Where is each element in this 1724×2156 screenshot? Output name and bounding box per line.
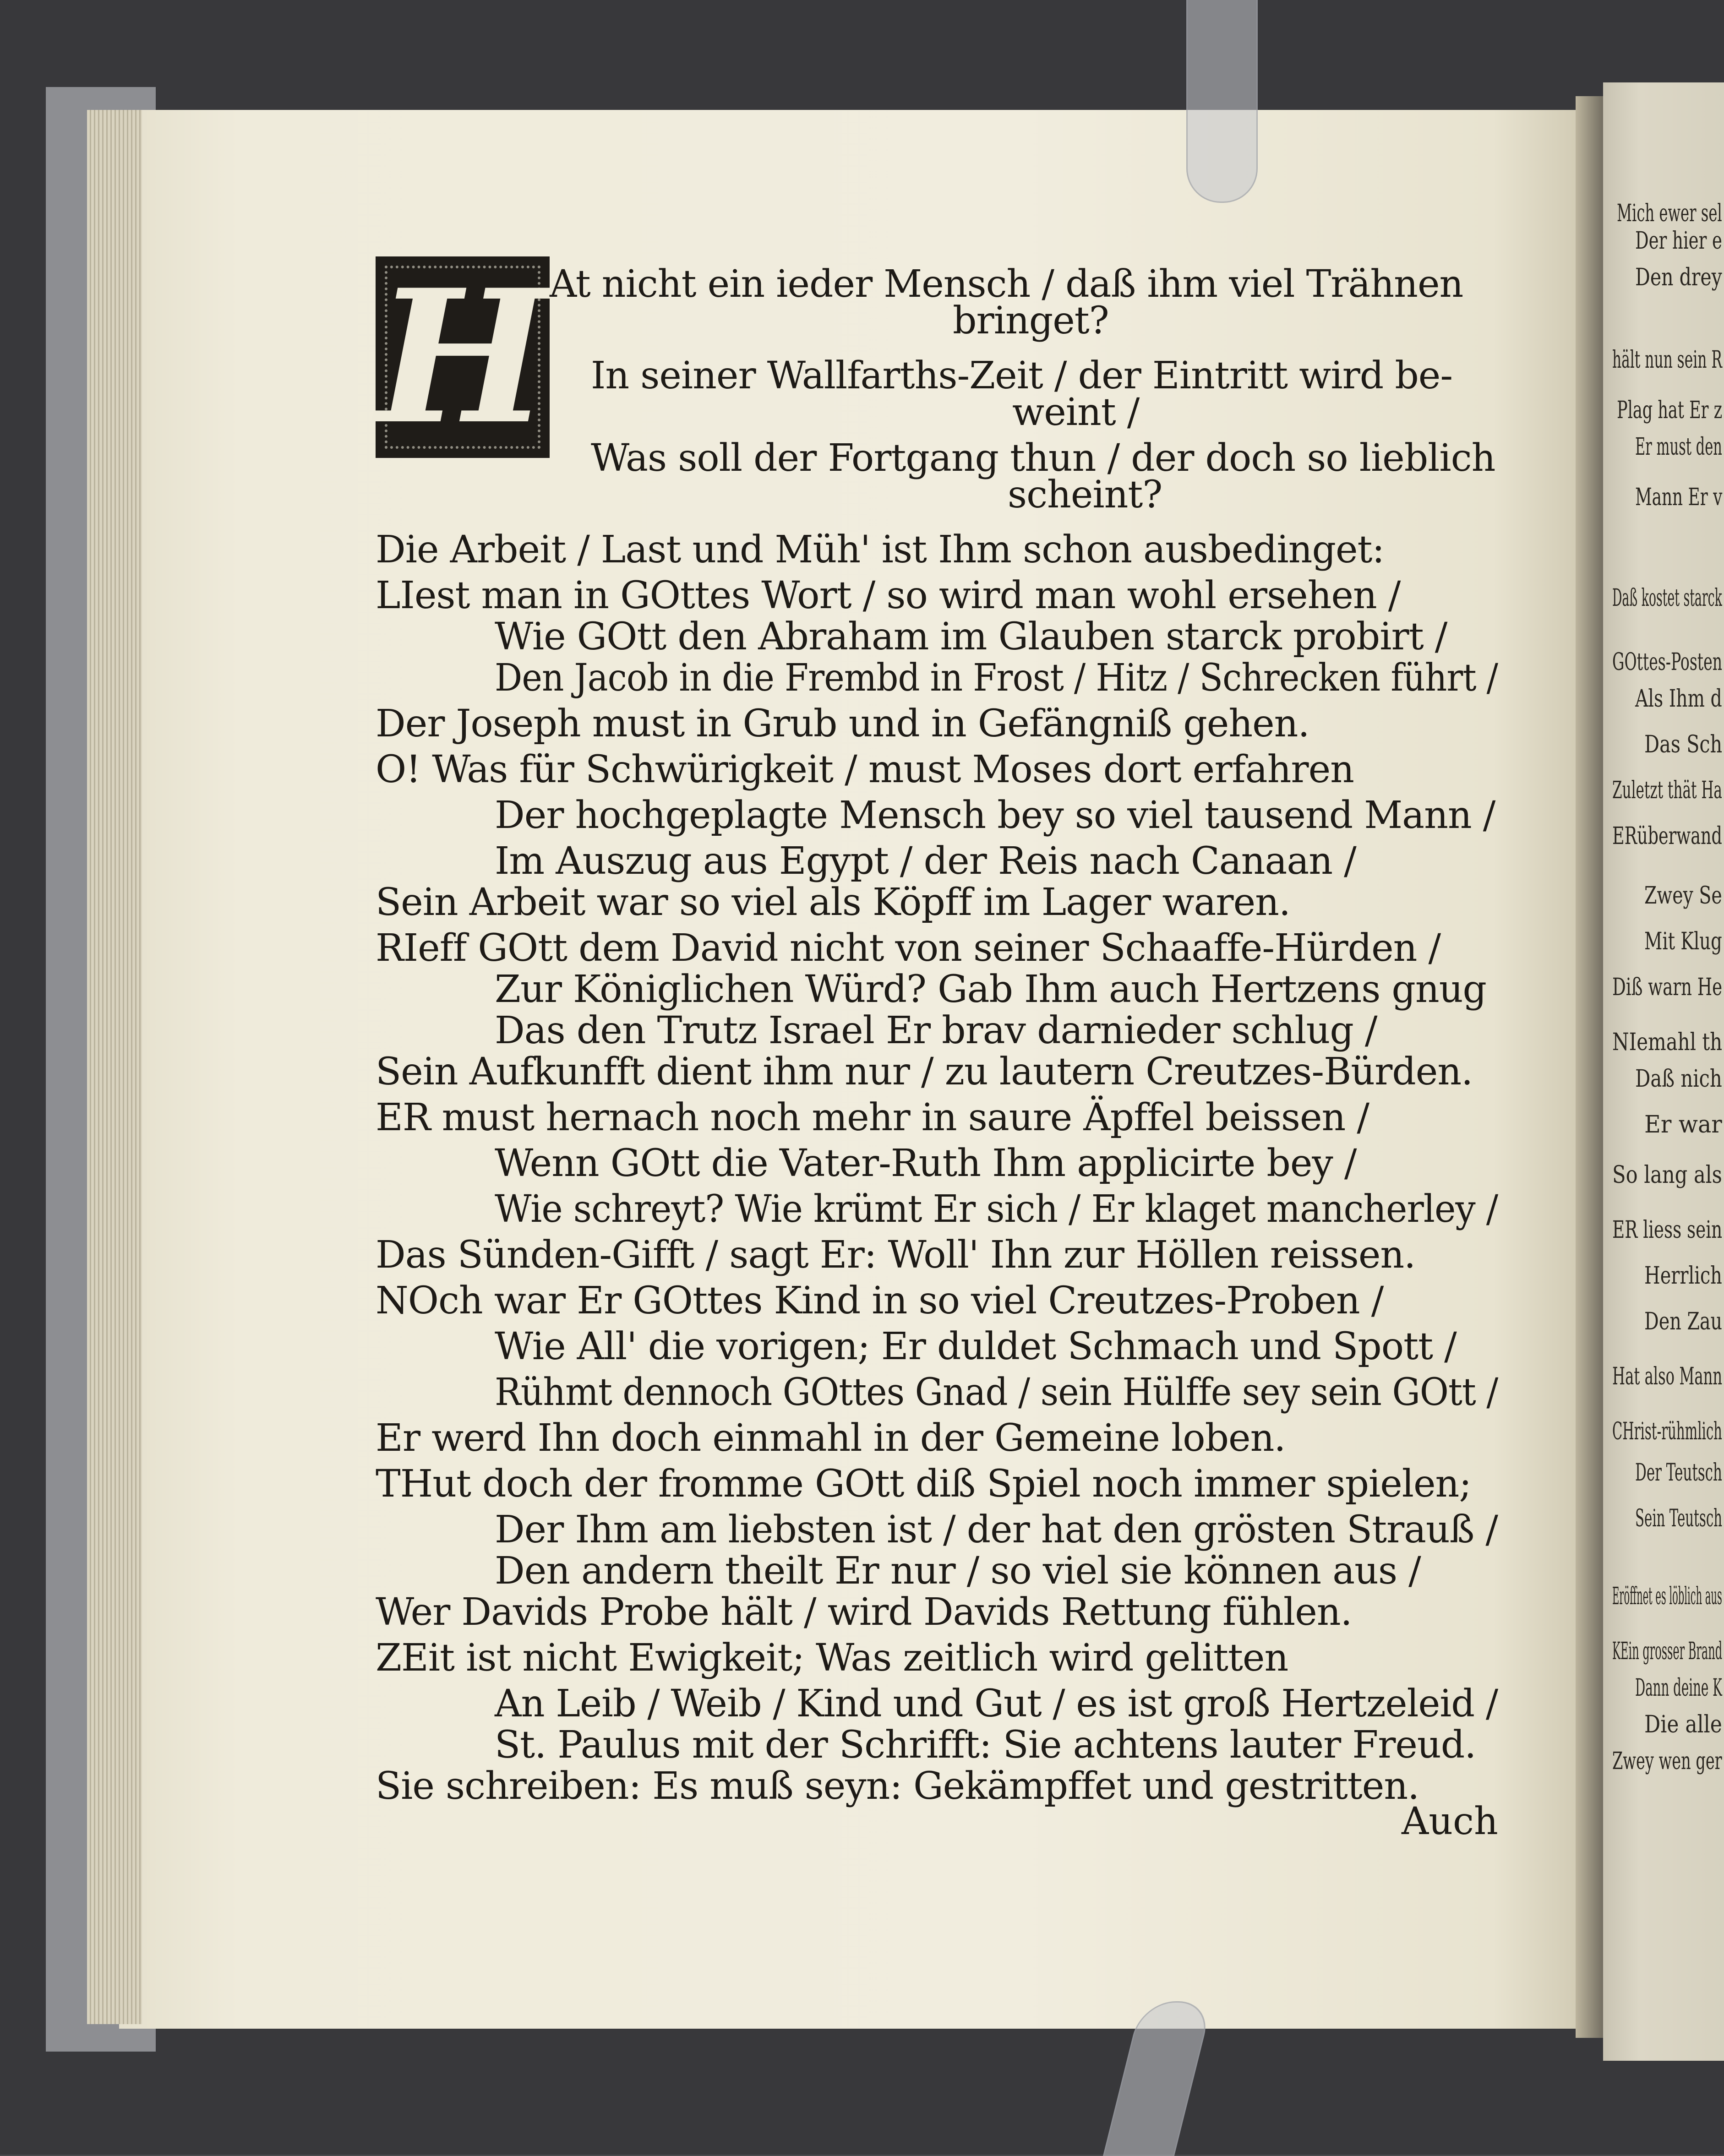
poem-line: Der Joseph must in Grub und in Gefängniß gehen. (376, 702, 1309, 746)
drop-cap: H (376, 250, 549, 465)
facing-line: hält nun sein R (1612, 346, 1722, 374)
poem-line: At nicht ein ieder Mensch / daß ihm viel Trähnen (550, 262, 1463, 306)
poem-line: Der hochgeplagte Mensch bey so viel tausend Mann / (495, 794, 1495, 837)
facing-line: Den drey (1635, 264, 1722, 291)
poem-line: Den andern theilt Er nur / so viel sie können aus / (495, 1549, 1421, 1593)
facing-line: Er war (1644, 1111, 1722, 1138)
facing-line: GOttes-Posten (1612, 648, 1723, 676)
facing-line: ER liess sein (1612, 1216, 1723, 1244)
poem-line: Die Arbeit / Last und Müh' ist Ihm schon ausbedinget: (376, 528, 1385, 572)
poem-line: Wie GOtt den Abraham im Glauben starck probirt / (495, 615, 1447, 659)
page-edges (87, 110, 142, 2024)
poem-line: St. Paulus mit der Schrifft: Sie achtens lauter Freud. (495, 1723, 1476, 1767)
poem-line: Der Ihm am liebsten ist / der hat den grösten Strauß / (495, 1508, 1498, 1552)
poem-line: NOch war Er GOttes Kind in so viel Creutzes-Proben / (376, 1279, 1384, 1323)
poem-line: ZEit ist nicht Ewigkeit; Was zeitlich wird gelitten (376, 1636, 1288, 1680)
facing-line: Der Teutsch (1635, 1459, 1722, 1486)
page-holder-clip-top (1186, 0, 1258, 203)
poem-line: Wie schreyt? Wie krümt Er sich / Er klaget mancherley / (495, 1187, 1498, 1231)
poem-line: Rühmt dennoch GOttes Gnad / sein Hülffe sey sein GOtt / (495, 1371, 1498, 1414)
poem-line: Was soll der Fortgang thun / der doch so lieblich (591, 436, 1495, 480)
facing-line: Er must den (1635, 433, 1722, 461)
poem-line: Wer Davids Probe hält / wird Davids Rettung fühlen. (376, 1590, 1352, 1634)
facing-line: Mit Klug (1644, 928, 1722, 955)
poem-line: Sie schreiben: Es muß seyn: Gekämpffet und gestritten. (376, 1764, 1419, 1808)
facing-line: Dann deine K (1635, 1674, 1722, 1702)
facing-line: Mich ewer sel (1617, 200, 1722, 227)
poem-line: O! Was für Schwürigkeit / must Moses dort erfahren (376, 748, 1354, 791)
poem-line: Wenn GOtt die Vater-Ruth Ihm applicirte bey / (495, 1142, 1357, 1185)
facing-line: Der hier e (1635, 227, 1722, 255)
facing-line: Das Sch (1644, 731, 1723, 758)
poem-line: LIest man in GOttes Wort / so wird man wohl ersehen / (376, 574, 1401, 617)
facing-line: Zwey wen ger (1612, 1748, 1722, 1775)
poem-line: Das Sünden-Gifft / sagt Er: Woll' Ihn zur Höllen reissen. (376, 1233, 1416, 1277)
poem-line: In seiner Wallfarths-Zeit / der Eintritt wird be- (591, 354, 1453, 397)
poem-line: Wie All' die vorigen; Er duldet Schmach und Spott / (495, 1325, 1457, 1368)
catchword: Auch (1402, 1800, 1498, 1843)
poem-line: bringet? (953, 299, 1109, 343)
facing-line: Als Ihm d (1635, 685, 1722, 713)
poem-line: RIeff GOtt dem David nicht von seiner Schaaffe-Hürden / (376, 926, 1441, 970)
poem-line: Das den Trutz Israel Er brav darnieder schlug / (495, 1009, 1377, 1052)
poem-line: Im Auszug aus Egypt / der Reis nach Canaan / (495, 839, 1356, 883)
facing-line: So lang als (1612, 1161, 1722, 1189)
facing-page-text (1608, 0, 1724, 2155)
drop-cap-ornament (385, 266, 540, 449)
poem-line: scheint? (1008, 473, 1162, 517)
facing-line: Diß warn He (1612, 974, 1723, 1001)
facing-line: NIemahl th (1612, 1029, 1723, 1056)
facing-line: Zuletzt thät Ha (1612, 777, 1722, 804)
facing-line: Mann Er v (1635, 484, 1723, 511)
facing-line: Herrlich (1644, 1262, 1722, 1290)
facing-line: KEin grosser Brand (1612, 1638, 1723, 1665)
facing-line: Die alle (1644, 1711, 1722, 1738)
facing-line: Daß kostet starck (1612, 584, 1722, 612)
book-page (119, 110, 1612, 2029)
poem-line: Zur Königlichen Würd? Gab Ihm auch Hertzens gnug (495, 968, 1487, 1011)
poem-line: THut doch der fromme GOtt diß Spiel noch immer spielen; (376, 1462, 1471, 1506)
facing-line: Den Zau (1644, 1308, 1723, 1335)
poem-line: Den Jacob in die Frembd in Frost / Hitz / Schrecken führt / (495, 656, 1498, 700)
facing-line: Hat also Mann (1612, 1363, 1723, 1390)
facing-line: Plag hat Er z (1617, 397, 1723, 424)
poem-line: Sein Aufkunfft dient ihm nur / zu lautern Creutzes-Bürden. (376, 1050, 1473, 1094)
poem-line: An Leib / Weib / Kind und Gut / es ist groß Hertzeleid / (495, 1682, 1498, 1726)
poem-line: ER must hernach noch mehr in saure Äpffel beissen / (376, 1096, 1369, 1139)
facing-line: Zwey Se (1644, 882, 1722, 909)
poem-line: Er werd Ihn doch einmahl in der Gemeine loben. (376, 1416, 1286, 1460)
poem-line: weint / (1012, 391, 1140, 434)
facing-line: Daß nich (1635, 1065, 1722, 1093)
poem-line: Sein Arbeit war so viel als Köpff im Lager waren. (376, 881, 1290, 924)
facing-line: Sein Teutsch (1635, 1505, 1723, 1532)
facing-line: Eröffnet es löblich aus (1612, 1583, 1722, 1610)
facing-line: CHrist-rühmlich (1612, 1418, 1722, 1445)
facing-line: ERüberwand (1612, 822, 1722, 850)
